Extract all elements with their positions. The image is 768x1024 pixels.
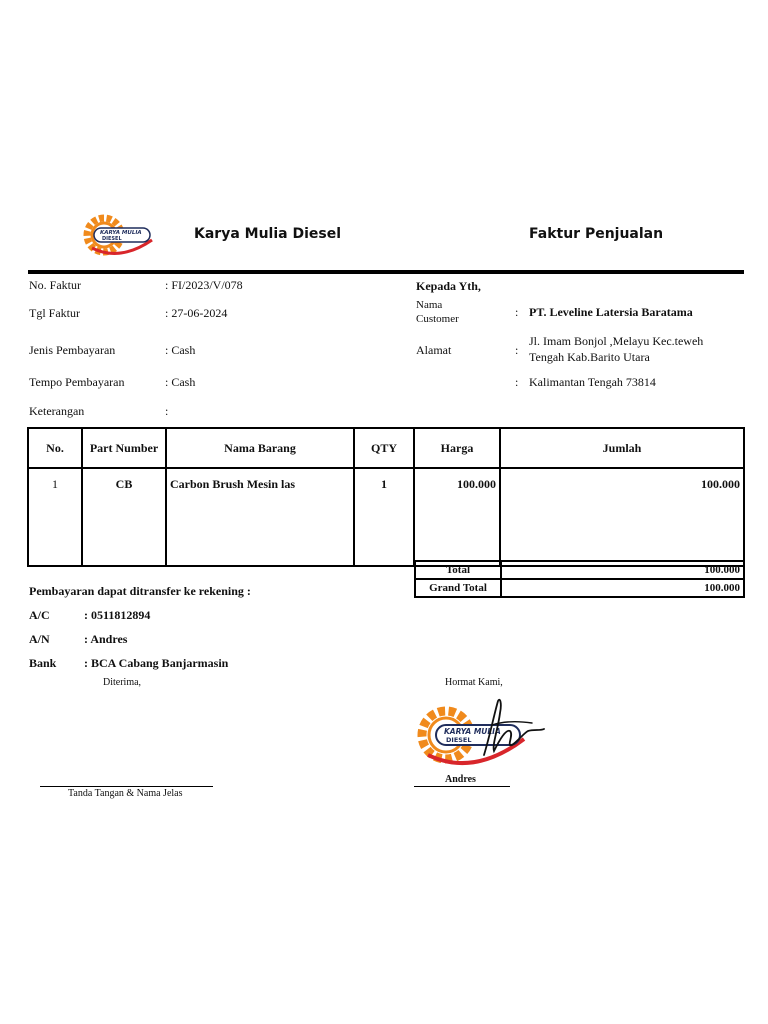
col-header-qty: QTY — [354, 428, 414, 468]
an-value: : Andres — [84, 632, 128, 646]
keterangan-label: Keterangan — [29, 404, 85, 418]
cell-jumlah: 100.000 — [500, 468, 744, 566]
an-label: A/N — [29, 632, 50, 646]
tempo-pembayaran-value: : Cash — [165, 375, 196, 389]
total-value: 100.000 — [501, 561, 744, 579]
logo-text-top: KARYA MULIA — [100, 230, 142, 236]
bank-label: Bank — [29, 656, 57, 670]
header-divider — [28, 270, 744, 274]
payment-heading: Pembayaran dapat ditransfer ke rekening : — [29, 584, 251, 598]
cell-harga: 100.000 — [414, 468, 500, 566]
jenis-pembayaran-label: Jenis Pembayaran — [29, 343, 116, 357]
totals-table — [414, 560, 745, 598]
cell-part-number: CB — [82, 468, 166, 566]
signer-name: Andres — [445, 774, 476, 785]
table-header-row — [28, 428, 744, 468]
hormat-kami-label: Hormat Kami, — [445, 677, 503, 688]
tgl-faktur-label: Tgl Faktur — [29, 306, 80, 320]
grand-total-label: Grand Total — [415, 579, 501, 597]
grand-total-row — [415, 579, 744, 597]
keterangan-value: : — [165, 404, 169, 418]
nama-customer-label-1: Nama — [416, 299, 443, 311]
alamat-line-3: Kalimantan Tengah 73814 — [529, 375, 656, 389]
no-faktur-value: : FI/2023/V/078 — [165, 278, 243, 292]
company-stamp — [414, 695, 554, 775]
col-header-jumlah: Jumlah — [500, 428, 744, 468]
no-faktur-label: No. Faktur — [29, 278, 81, 292]
table-row — [28, 468, 744, 566]
col-header-nama-barang: Nama Barang — [166, 428, 354, 468]
bank-value: : BCA Cabang Banjarmasin — [84, 656, 229, 670]
grand-total-value: 100.000 — [501, 579, 744, 597]
alamat-label: Alamat — [416, 343, 452, 357]
kepada-label: Kepada Yth, — [416, 279, 481, 293]
col-header-part-number: Part Number — [82, 428, 166, 468]
total-row — [415, 561, 744, 579]
ac-label: A/C — [29, 608, 50, 622]
col-header-no: No. — [28, 428, 82, 468]
ttd-label: Tanda Tangan & Nama Jelas — [68, 788, 183, 799]
items-table — [27, 427, 745, 567]
total-label: Total — [415, 561, 501, 579]
col-header-harga: Harga — [414, 428, 500, 468]
document-title: Faktur Penjualan — [529, 226, 664, 242]
nama-customer-colon: : — [515, 305, 519, 319]
ac-value: : 0511812894 — [84, 608, 151, 622]
tgl-faktur-value: : 27-06-2024 — [165, 306, 228, 320]
cell-no: 1 — [28, 468, 82, 566]
alamat-line-3-colon: : — [515, 375, 519, 389]
diterima-label: Diterima, — [103, 677, 142, 688]
jenis-pembayaran-value: : Cash — [165, 343, 196, 357]
company-name: Karya Mulia Diesel — [194, 226, 342, 242]
alamat-line-2: Tengah Kab.Barito Utara — [529, 350, 650, 364]
alamat-colon: : — [515, 343, 519, 357]
signer-line — [414, 786, 510, 787]
stamp-text-top: KARYA MULIA — [444, 727, 501, 736]
cell-nama-barang: Carbon Brush Mesin las — [166, 468, 354, 566]
stamp-text-bottom: DIESEL — [446, 736, 472, 744]
nama-customer-value: PT. Leveline Latersia Baratama — [529, 305, 693, 319]
company-logo — [80, 210, 160, 260]
logo-text-bottom: DIESEL — [102, 236, 122, 242]
receiver-signature-line — [40, 786, 213, 787]
tempo-pembayaran-label: Tempo Pembayaran — [29, 375, 125, 389]
nama-customer-label-2: Customer — [416, 313, 459, 325]
alamat-line-1: Jl. Imam Bonjol ,Melayu Kec.teweh — [529, 334, 704, 348]
cell-qty: 1 — [354, 468, 414, 566]
